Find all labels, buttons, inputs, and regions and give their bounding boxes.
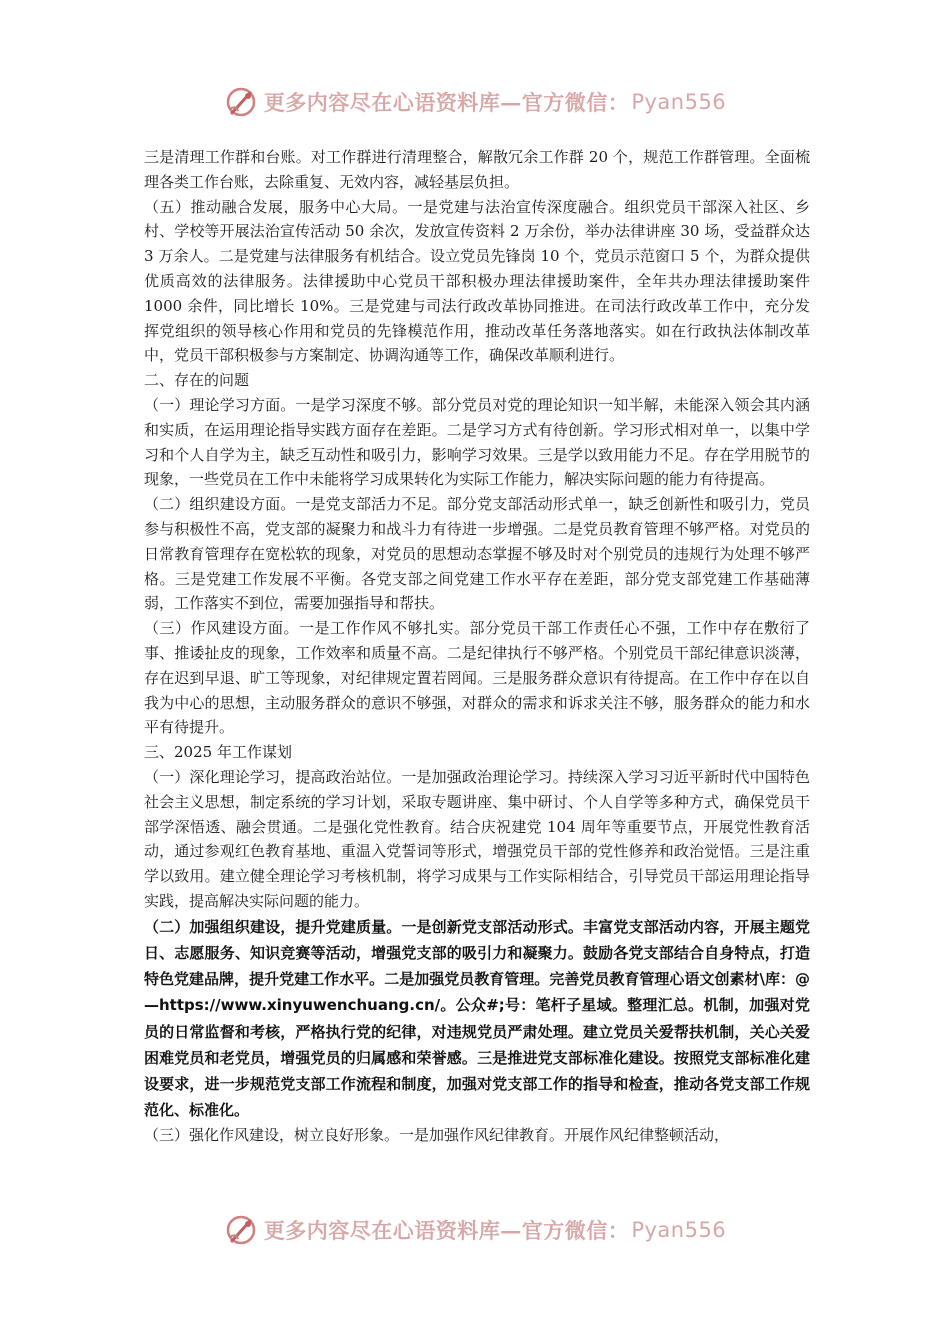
section-heading: 二、存在的问题 bbox=[144, 371, 250, 390]
paragraph: 三是清理工作群和台账。对工作群进行清理整合，解散冗余工作群 20 个，规范工作群管理。全面梳理各类工作台账，去除重复、无效内容，减轻基层负担。 bbox=[144, 148, 810, 191]
paragraph-bold: （二）加强组织建设，提升党建质量。一是创新党支部活动形式。丰富党支部活动内容，开展主题党日、志愿服务、知识竞赛等活动，增强党支部的吸引力和凝聚力。鼓励各党支部结合自身特点，打造特色党建品牌，提升党建工作水平。二是加强党员教育管理。完善党员教育管理心语文创素材\库：@—https://www.xinyuwenchuang.cn/。公众#;号：笔杆子星域。整理汇总。机制，加强对党员的日常监督和考核，严格执行党的纪律，对违规党员严肃处理。建立党员关爱帮扶机制，关心关爱困难党员和老党员，增强党员的归属感和荣誉感。三是推进党支部标准化建设。按照党支部标准化建设要求，进一步规范党支部工作流程和制度，加强对党支部工作的指导和检查，推动各党支部工作规范化、标准化。 bbox=[144, 917, 810, 1120]
paragraph: （二）组织建设方面。一是党支部活力不足。部分党支部活动形式单一，缺乏创新性和吸引力，党员参与积极性不高，党支部的凝聚力和战斗力有待进一步增强。二是党员教育管理不够严格。对党员的日常教育管理存在宽松软的现象，对党员的思想动态掌握不够及时对个别党员的违规行为处理不够严格。三是党建工作发展不平衡。各党支部之间党建工作水平存在差距，部分党支部党建工作基础薄弱，工作落实不到位，需要加强指导和帮扶。 bbox=[144, 495, 810, 613]
paragraph: （三）强化作风建设，树立良好形象。一是加强作风纪律教育。开展作风纪律整顿活动， bbox=[144, 1126, 730, 1145]
paragraph: （三）作风建设方面。一是工作作风不够扎实。部分党员干部工作责任心不强，工作中存在敷衍了事、推诿扯皮的现象，工作效率和质量不高。二是纪律执行不够严格。个别党员干部纪律意识淡薄，存在迟到早退、旷工等现象，对纪律规定置若罔闻。三是服务群众意识有待提高。在工作中存在以自我为中心的思想，主动服务群众的意识不够强，对群众的需求和诉求关注不够，服务群众的能力和水平有待提升。 bbox=[144, 619, 810, 737]
watermark-wechat-id: Pyan556 bbox=[631, 90, 727, 114]
paragraph: （五）推动融合发展，服务中心大局。一是党建与法治宣传深度融合。组织党员干部深入社区、乡村、学校等开展法治宣传活动 50 余次，发放宣传资料 2 万余份，举办法律讲座 30 场，受益群众达 3 万余人。二是党建与法律服务有机结合。设立党员先锋岗 10 个，党员示范窗口 5 个，为群众提供优质高效的法律服务。法律援助中心党员干部积极办理法律援助案件，全年共办理法律援助案件 1000 余件，同比增长 10%。三是党建与司法行政改革协同推进。在司法行政改革工作中，充分发挥党组织的领导核心作用和党员的先锋模范作用，推动改革任务落地落实。如在行政执法体制改革中，党员干部积极参与方案制定、协调沟通等工作，确保改革顺利进行。 bbox=[144, 197, 810, 365]
document-body bbox=[144, 145, 810, 1148]
paragraph: （一）理论学习方面。一是学习深度不够。部分党员对党的理论知识一知半解，未能深入领会其内涵和实质，在运用理论指导实践方面存在差距。二是学习方式有待创新。学习形式相对单一，以集中学习和个人自学为主，缺乏互动性和吸引力，影响学习效果。三是学以致用能力不足。存在学用脱节的现象，一些党员在工作中未能将学习成果转化为实际工作能力，解决实际问题的能力有待提高。 bbox=[144, 395, 810, 489]
brush-logo-icon bbox=[224, 1213, 258, 1247]
paragraph: （一）深化理论学习，提高政治站位。一是加强政治理论学习。持续深入学习习近平新时代中国特色社会主义思想，制定系统的学习计划，采取专题讲座、集中研讨、个人自学等多种方式，确保党员干部学深悟透、融会贯通。二是强化党性教育。结合庆祝建党 104 周年等重要节点，开展党性教育活动，通过参观红色教育基地、重温入党誓词等形式，增强党员干部的党性修养和政治觉悟。三是注重学以致用。建立健全理论学习考核机制，将学习成果与工作实际相结合，引导党员干部运用理论指导实践，提高解决实际问题的能力。 bbox=[144, 767, 810, 910]
watermark-wechat-id: Pyan556 bbox=[631, 1218, 727, 1242]
watermark-text: 更多内容尽在心语资料库—官方微信： bbox=[263, 90, 630, 115]
watermark-text: 更多内容尽在心语资料库—官方微信： bbox=[263, 1218, 630, 1243]
header-watermark bbox=[0, 82, 950, 122]
footer-watermark bbox=[0, 1210, 950, 1250]
brush-logo-icon bbox=[224, 85, 258, 119]
section-heading: 三、2025 年工作谋划 bbox=[144, 743, 292, 762]
